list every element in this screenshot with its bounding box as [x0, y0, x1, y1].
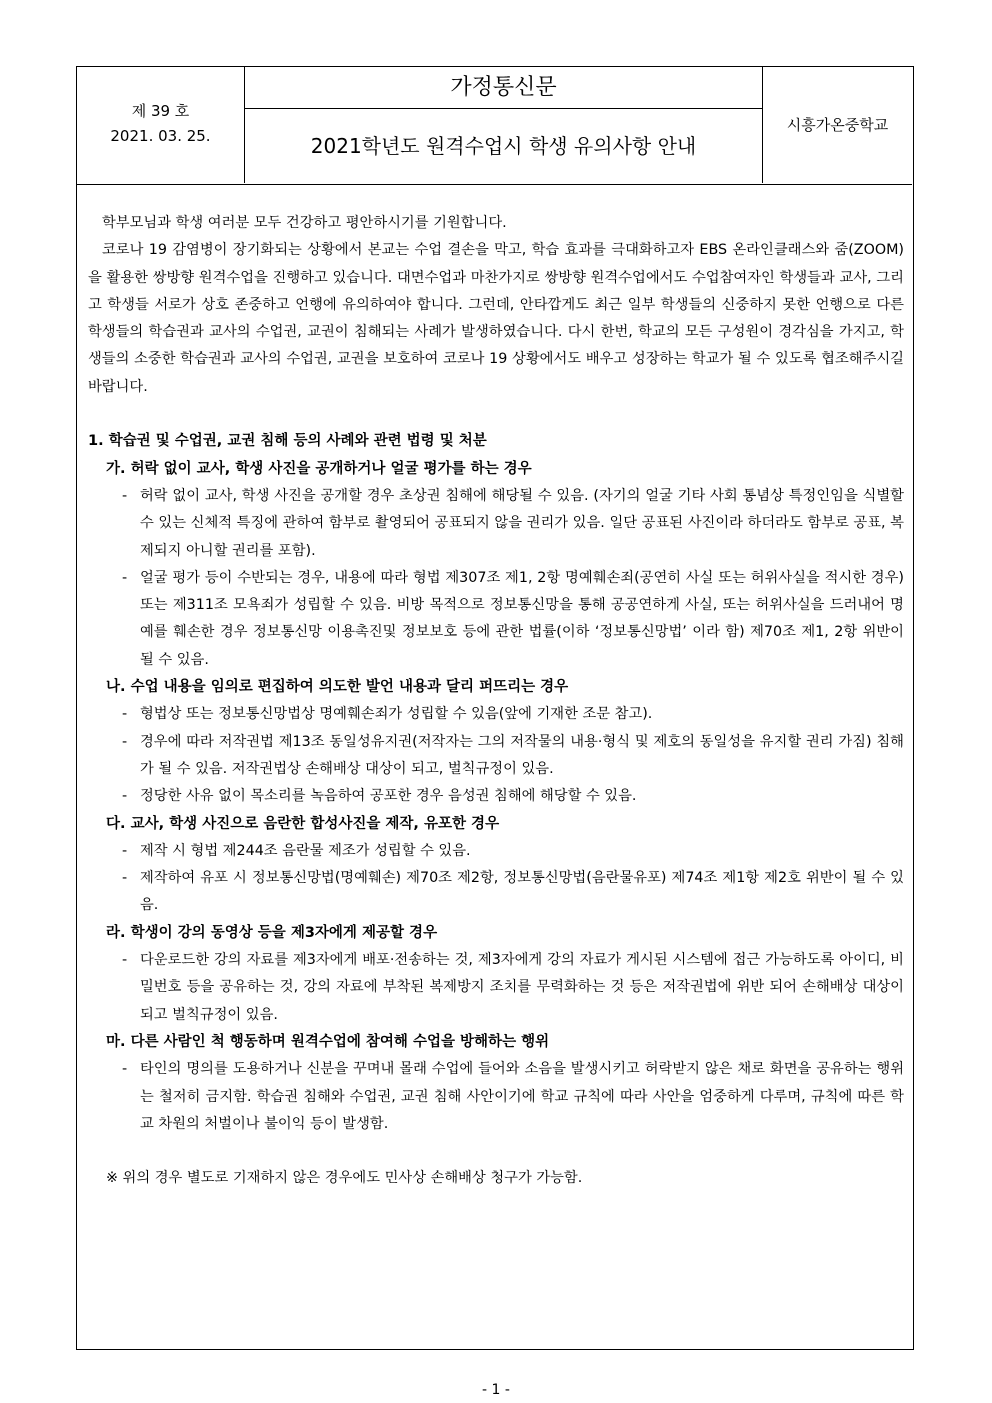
list-item: - 타인의 명의를 도용하거나 신분을 꾸며내 몰래 수업에 들어와 소음을 발생시키고 허락받지 않은 채로 화면을 공유하는 행위는 철저히 금지함. 학습권 침해와 수업권, 교권 침해 사안이기에 학교 규칙에 따라 사안을 엄중하게 다루며, 규칙에 따른 학교 차원의 처벌이나 불이익 등이 발생함.	[88, 1056, 904, 1138]
page-number: - 1 -	[482, 1382, 510, 1398]
dash-bullet: -	[122, 788, 128, 805]
intro-greeting: 학부모님과 학생 여러분 모두 건강하고 평안하시기를 기원합니다.	[102, 215, 507, 231]
dash-bullet: -	[122, 733, 128, 750]
dash-bullet: -	[122, 706, 128, 723]
list-item: - 제작 시 형법 제244조 음란물 제조가 성립할 수 있음.	[88, 838, 904, 865]
dash-bullet: -	[122, 569, 128, 586]
school-name: 시흥가온중학교	[786, 116, 889, 134]
list-item: - 제작하여 유포 시 정보통신망법(명예훼손) 제70조 제2항, 정보통신망법(음란물유포) 제74조 제1항 제2호 위반이 될 수 있음.	[88, 865, 904, 920]
list-item: - 정당한 사유 없이 목소리를 녹음하여 공포한 경우 음성권 침해에 해당할 수 있음.	[88, 783, 904, 810]
list-item: - 경우에 따라 저작권법 제13조 동일성유지권(저작자는 그의 저작물의 내용·형식 및 제호의 동일성을 유지할 권리 가짐) 침해가 될 수 있음. 저작권법상 손해배상 대상이 되고, 벌칙규정이 있음.	[88, 729, 904, 784]
issue-number: 제 39 호	[131, 102, 190, 120]
document-subtitle: 2021학년도 원격수업시 학생 유의사항 안내	[310, 134, 697, 158]
subsection-title: 가. 허락 없이 교사, 학생 사진을 공개하거나 얼굴 평가를 하는 경우	[106, 460, 532, 477]
subsection-title: 다. 교사, 학생 사진으로 음란한 합성사진을 제작, 유포한 경우	[106, 815, 500, 832]
document-frame	[76, 66, 914, 1350]
section-title: 1. 학습권 및 수업권, 교권 침해 등의 사례와 관련 법령 및 처분	[88, 433, 487, 450]
civil-liability-note: ※ 위의 경우 별도로 기재하지 않은 경우에도 민사상 손해배상 청구가 가능함.	[106, 1170, 583, 1187]
document-title: 가정통신문	[245, 67, 762, 109]
list-item: - 형법상 또는 정보통신망법상 명예훼손죄가 성립할 수 있음(앞에 기재한 조문 참고).	[88, 701, 904, 728]
dash-bullet: -	[122, 870, 128, 887]
intro-paragraph: 코로나 19 감염병이 장기화되는 상황에서 본교는 수업 결손을 막고, 학습 효과를 극대화하고자 EBS 온라인클래스와 줌(ZOOM)을 활용한 쌍방향 원격수업을 진행하고 있습니다. 대면수업과 마찬가지로 쌍방향 원격수업에서도 수업참여자인 학생들과 교사, 그리고 학생들 서로가 상호 존중하고 언행에 유의하여야 합니다. 그런데, 안타깝게도 최근 일부 학생들의 신중하지 못한 언행으로 다른 학생들의 학습권과 교사의 수업권, 교권이 침해되는 사례가 발생하였습니다. 다시 한번, 학교의 모든 구성원이 경각심을 가지고, 학생들의 소중한 학습권과 교사의 수업권, 교권을 보호하여 코로나 19 상황에서도 배우고 성장하는 학교가 될 수 있도록 협조해주시길 바랍니다.	[88, 242, 904, 395]
header-table	[77, 67, 912, 185]
dash-bullet: -	[122, 1061, 128, 1078]
dash-bullet: -	[122, 487, 128, 504]
title-cell	[245, 67, 763, 183]
document-body	[88, 210, 904, 1193]
dash-bullet: -	[122, 952, 128, 969]
subsection-title: 라. 학생이 강의 동영상 등을 제3자에게 제공할 경우	[106, 924, 438, 941]
list-item: - 얼굴 평가 등이 수반되는 경우, 내용에 따라 형법 제307조 제1, 2항 명예훼손죄(공연히 사실 또는 허위사실을 적시한 경우) 또는 제311조 모욕죄가 성립할 수 있음. 비방 목적으로 정보통신망을 통해 공공연하게 사실, 또는 허위사실을 드러내어 명예를 훼손한 경우 정보통신망 이용촉진및 정보보호 등에 관한 법률(이하 ‘정보통신망법’ 이라 함) 제70조 제1, 2항 위반이 될 수 있음.	[88, 565, 904, 674]
subsection-title: 나. 수업 내용을 임의로 편집하여 의도한 발언 내용과 달리 퍼뜨리는 경우	[106, 679, 569, 696]
list-item: - 허락 없이 교사, 학생 사진을 공개할 경우 초상권 침해에 해당될 수 있음. (자기의 얼굴 기타 사회 통념상 특정인임을 식별할 수 있는 신체적 특징에 관하여 함부로 촬영되어 공표되지 않을 권리가 있음. 일단 공표된 사진이라 하더라도 함부로 공표, 복제되지 아니할 권리를 포함).	[88, 483, 904, 565]
issue-date: 2021. 03. 25.	[110, 127, 211, 145]
list-item: - 다운로드한 강의 자료를 제3자에게 배포·전송하는 것, 제3자에게 강의 자료가 게시된 시스템에 접근 가능하도록 아이디, 비밀번호 등을 공유하는 것, 강의 자료에 부착된 복제방지 조치를 무력화하는 것 등은 저작권법에 위반 되어 손해배상 대상이 되고 벌칙규정이 있음.	[88, 947, 904, 1029]
subsection-title: 마. 다른 사람인 척 행동하며 원격수업에 참여해 수업을 방해하는 행위	[106, 1033, 550, 1050]
issue-cell	[77, 67, 245, 183]
dash-bullet: -	[122, 842, 128, 859]
